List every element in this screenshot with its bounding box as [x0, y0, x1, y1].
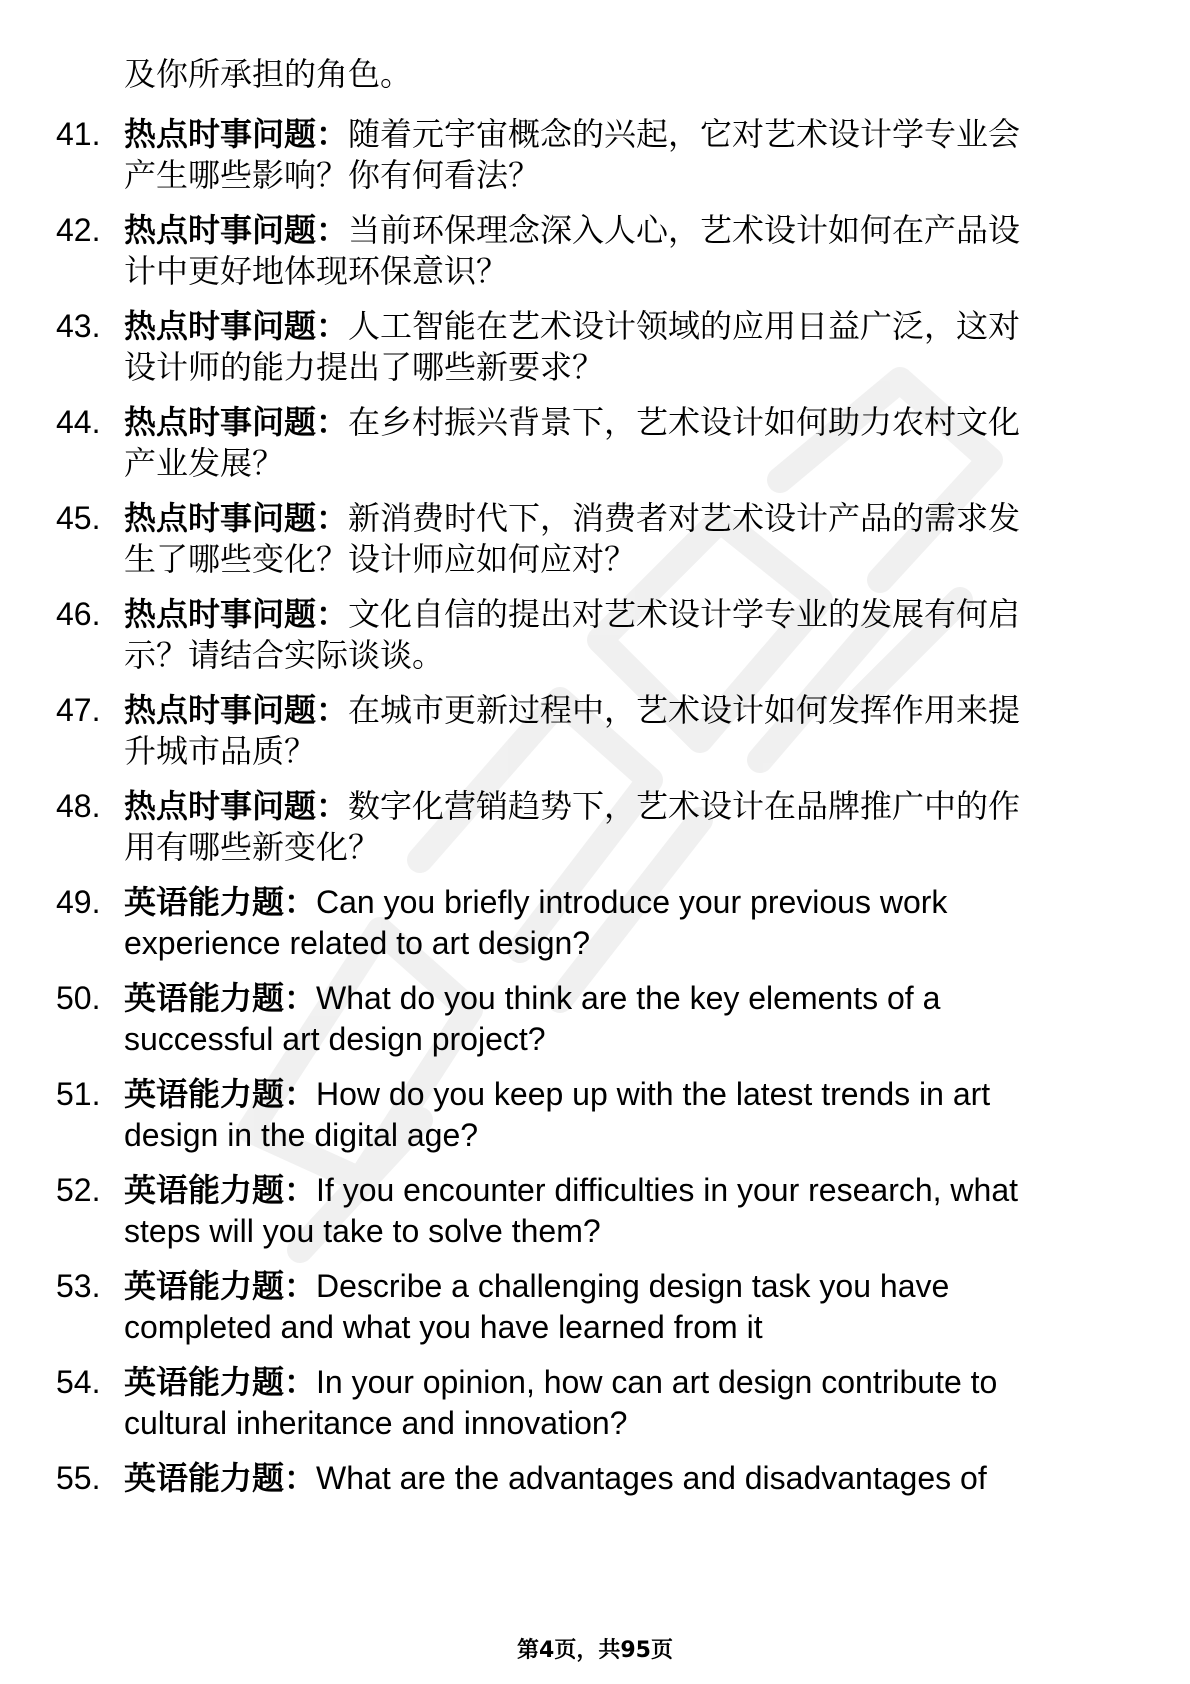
question-line-1: [124, 208, 1020, 252]
question-line-1: [124, 112, 1020, 156]
question-number: 50.: [56, 980, 101, 1016]
question-line-2: completed and what you have learned from it: [124, 1309, 763, 1345]
question-line-2: design in the digital age?: [124, 1117, 479, 1153]
question-number: 52.: [56, 1172, 101, 1208]
question-line-1: [124, 592, 1020, 636]
question-text: 人工智能在艺术设计领域的应用日益广泛，这对: [348, 307, 1021, 345]
question-line-2: cultural inheritance and innovation?: [124, 1405, 628, 1441]
question-text: 数字化营销趋势下，艺术设计在品牌推广中的作: [348, 787, 1021, 825]
question-line-1: [124, 976, 940, 1020]
question-text: 随着元宇宙概念的兴起，它对艺术设计学专业会: [348, 115, 1021, 153]
question-text: What are the advantages and disadvantages of: [316, 1460, 987, 1496]
question-line-2: 生了哪些变化？设计师应如何应对？: [124, 540, 637, 578]
question-number: 51.: [56, 1076, 101, 1112]
question-line-2: 用有哪些新变化？: [124, 828, 381, 866]
question-line-2: experience related to art design?: [124, 925, 591, 961]
question-number: 49.: [56, 884, 101, 920]
question-line-1: [124, 880, 947, 924]
question-line-1: [124, 1168, 1018, 1212]
question-number: 48.: [56, 788, 101, 824]
question-label: 热点时事问题：: [124, 595, 349, 633]
question-line-2: 示？请结合实际谈谈。: [124, 636, 445, 674]
question-number: 45.: [56, 500, 101, 536]
question-label: 热点时事问题：: [124, 499, 349, 537]
question-text: 文化自信的提出对艺术设计学专业的发展有何启: [348, 595, 1021, 633]
question-label: 热点时事问题：: [124, 787, 349, 825]
question-label: 英语能力题：: [124, 883, 317, 921]
question-text: 新消费时代下，消费者对艺术设计产品的需求发: [348, 499, 1021, 537]
question-text: In your opinion, how can art design contribute to: [316, 1364, 998, 1400]
question-line-2: steps will you take to solve them?: [124, 1213, 601, 1249]
question-number: 43.: [56, 308, 101, 344]
question-line-1: [124, 1072, 990, 1116]
question-number: 44.: [56, 404, 101, 440]
question-label: 英语能力题：: [124, 1363, 317, 1401]
question-number: 42.: [56, 212, 101, 248]
question-number: 54.: [56, 1364, 101, 1400]
question-line-1: [124, 304, 1020, 348]
question-text: 在城市更新过程中，艺术设计如何发挥作用来提: [348, 691, 1021, 729]
question-number: 46.: [56, 596, 101, 632]
question-line-2: 升城市品质？: [124, 732, 317, 770]
question-text: 当前环保理念深入人心，艺术设计如何在产品设: [348, 211, 1021, 249]
question-line-1: [124, 1360, 997, 1404]
question-line-1: [124, 400, 1020, 444]
question-number: 47.: [56, 692, 101, 728]
question-text: 在乡村振兴背景下，艺术设计如何助力农村文化: [348, 403, 1021, 441]
question-line-2: 产生哪些影响？你有何看法？: [124, 156, 541, 194]
question-text: What do you think are the key elements of a: [316, 980, 941, 1016]
question-line-1: [124, 784, 1020, 828]
question-label: 英语能力题：: [124, 979, 317, 1017]
question-label: 英语能力题：: [124, 1459, 317, 1497]
question-number: 41.: [56, 116, 101, 152]
question-line-2: 计中更好地体现环保意识？: [124, 252, 509, 290]
question-text: Describe a challenging design task you have: [316, 1268, 950, 1304]
question-number: 53.: [56, 1268, 101, 1304]
question-label: 热点时事问题：: [124, 691, 349, 729]
question-line-2: 设计师的能力提出了哪些新要求？: [124, 348, 605, 386]
question-line-1: [124, 496, 1020, 540]
question-line-2: successful art design project?: [124, 1021, 546, 1057]
question-label: 热点时事问题：: [124, 307, 349, 345]
question-label: 热点时事问题：: [124, 211, 349, 249]
question-label: 英语能力题：: [124, 1171, 317, 1209]
question-text: If you encounter difficulties in your research, what: [316, 1172, 1019, 1208]
continuation-text: 及你所承担的角色。: [124, 55, 413, 93]
question-label: 热点时事问题：: [124, 403, 349, 441]
question-label: 英语能力题：: [124, 1267, 317, 1305]
question-label: 热点时事问题：: [124, 115, 349, 153]
question-line-1: [124, 1264, 949, 1308]
question-line-1: [124, 1456, 987, 1500]
question-line-2: 产业发展？: [124, 444, 285, 482]
page-footer: 第4页，共95页: [517, 1638, 673, 1663]
question-text: Can you briefly introduce your previous work: [316, 884, 948, 920]
question-text: How do you keep up with the latest trends in art: [316, 1076, 991, 1112]
question-number: 55.: [56, 1460, 101, 1496]
question-label: 英语能力题：: [124, 1075, 317, 1113]
question-line-1: [124, 688, 1020, 732]
